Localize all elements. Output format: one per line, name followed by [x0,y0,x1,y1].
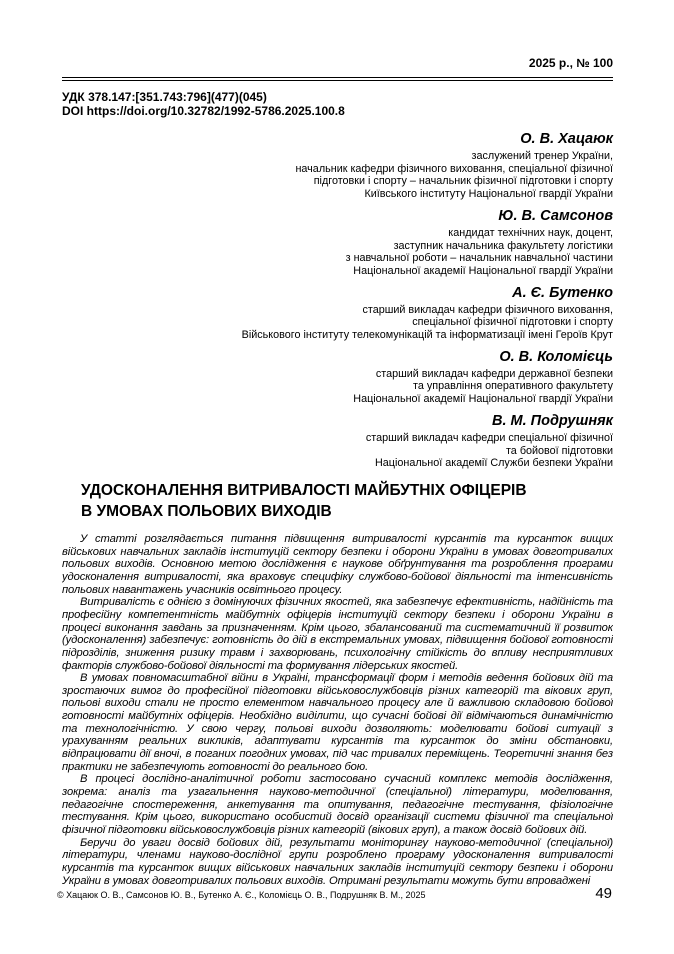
doi-line: DOI https://doi.org/10.32782/1992-5786.2025.100.8 [62,103,345,118]
page-number: 49 [595,885,612,902]
author-affiliation: заслужений тренер України, начальник кафедри фізичного виховання, спеціальної фізичної підготовки і спорту – начальник фізичної підготовки і спорту Київського інституту Національної гвардії України [295,150,613,201]
article-title: УДОСКОНАЛЕННЯ ВИТРИВАЛОСТІ МАЙБУТНІХ ОФІЦЕРІВ В УМОВАХ ПОЛЬОВИХ ВИХОДІВ [81,481,527,520]
author-block [62,349,613,406]
abstract-paragraph: В процесі дослідно-аналітичної роботи застосовано сучасний комплекс методів дослідження, зокрема: аналіз та узагальнення науково-методичної (спеціальної) літератури, моделювання, педагогічне спостереження, анкетування та опитування, педагогічне тестування, фізіологічне тестування. Крім цього, використано особистий досвід організації системи фізичної та спеціальної фізичної підготовки військовослужбовців різних категорій (вікових груп), а також досвід бойових дій. [62,773,613,837]
abstract-paragraph: У статті розглядається питання підвищення витривалості курсантів та курсанток вищих військових навчальних закладів інституцій сектору безпеки і оборони України в умовах довготривалих польових виходів. Основною метою дослідження є наукове обґрунтування та розроблення програми удосконалення витривалості, яка враховує специфіку службово-бойової діяльності та інтенсивність польових навантажень учасників освітнього процесу. [62,532,613,596]
author-block [62,413,613,470]
author-affiliation: кандидат технічних наук, доцент, заступник начальника факультету логістики з навчальної роботи – начальник навчальної частини Національної академії Національної гвардії України [345,226,613,277]
abstract-section [62,533,613,887]
author-affiliation: старший викладач кафедри спеціальної фізичної та бойової підготовки Національної академії Служби безпеки України [365,431,613,470]
abstract-paragraph: Витривалість є однією з домінуючих фізичних якостей, яка забезпечує ефективність, надійність та професійну компетентність майбутніх офіцерів інституцій сектору безпеки і оборони України в процесі виконання завдань за призначенням. Крім цього, збалансований та систематичний її розвиток (удосконалення) забезпечує: готовність до дій в екстремальних умовах, підвищення бойової готовності підрозділів, зниження ризику травм і захворювань, психологічну стійкість до впливу несприятливих факторів службово-бойової діяльності та формування лідерських якостей. [62,596,613,672]
author-affiliation: старший викладач кафедри державної безпеки та управління оперативного факультету Національної академії Національної гвардії України [353,367,613,406]
author-name: О. В. Коломієць [499,348,613,365]
authors-section [62,131,613,470]
journal-issue-label: 2025 р., № 100 [528,56,613,70]
article-meta [62,91,613,118]
author-block [62,131,613,201]
page-footer [57,886,612,902]
udk-code: УДК 378.147:[351.743:796](477)(045) [62,90,267,104]
author-affiliation: старший викладач кафедри фізичного виховання, спеціальної фізичної підготовки і спорту Військового інституту телекомунікацій та інформатизації імені Героїв Крут [241,303,613,342]
author-name: Ю. В. Самсонов [498,207,613,224]
author-name: В. М. Подрушняк [492,412,613,429]
abstract-paragraph: Беручи до уваги досвід бойових дій, результати моніторингу науково-методичної (спеціальної) літератури, членами науково-дослідної групи розроблено програму удосконалення витривалості курсантів та курсанток вищих військових навчальних закладів інституцій сектору безпеки і оборони України в умовах довготривалих польових виходів. Отримані результати можуть бути впроваджені [62,836,613,887]
author-block [62,285,613,342]
copyright-line: © Хацаюк О. В., Самсонов Ю. В., Бутенко А. Є., Коломієць О. В., Подрушняк В. М., 2025 [57,890,426,900]
author-name: О. В. Хацаюк [520,131,613,147]
abstract-paragraph: В умовах повномасштабної війни в Україні, трансформації форм і методів ведення бойових дій та зростаючих вимог до професійної підготовки військовослужбовців різних категорій та вікових груп, польові виходи стали не просто елементом навчального процесу але й важливою складовою бойової готовності майбутніх офіцерів. Необхідно виділити, що сучасні бойові дії відмічаються динамічністю та технологічністю. У свою чергу, польові виходи дозволяють: моделювати бойові ситуації з урахуванням реальних викликів, адаптувати курсантів та курсанток до зміни обстановки, відпрацювати дії вночі, в поганих погодних умовах, під час тривалих переміщень. Теоретичні знання без практики не забезпечують готовності до реального бою. [62,672,613,773]
header-divider [62,77,613,81]
author-name: А. Є. Бутенко [512,284,613,301]
author-block [62,208,613,278]
